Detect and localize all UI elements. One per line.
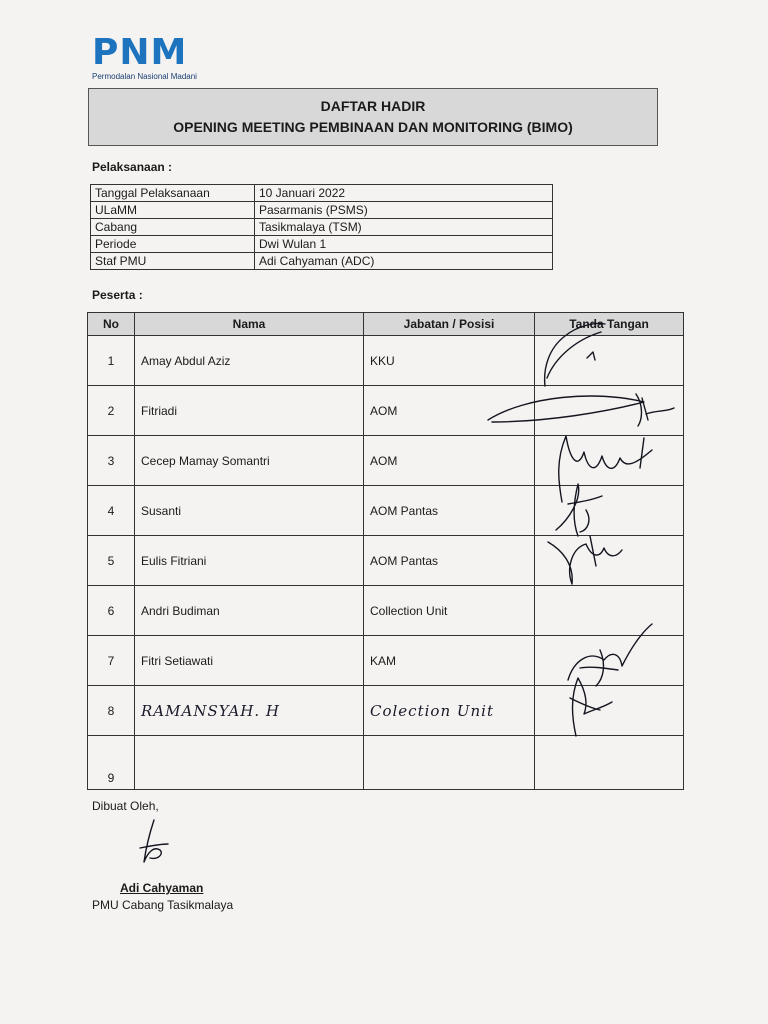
row-position: AOM [364,436,535,486]
row-no: 8 [88,686,135,736]
row-signature-cell [535,436,684,486]
info-row [91,236,553,253]
row-position [364,736,535,790]
row-position: KKU [364,336,535,386]
row-position: AOM Pantas [364,486,535,536]
row-name: Andri Budiman [135,586,364,636]
signer-name: Adi Cahyaman [120,881,204,895]
info-value: Pasarmanis (PSMS) [255,202,553,219]
info-value: Dwi Wulan 1 [255,236,553,253]
table-row [88,536,684,586]
row-signature-cell [535,336,684,386]
row-signature-cell [535,686,684,736]
row-no: 9 [88,736,135,790]
row-no: 1 [88,336,135,386]
row-no: 6 [88,586,135,636]
row-signature-cell [535,386,684,436]
signer-role: PMU Cabang Tasikmalaya [92,898,234,912]
info-key: Staf PMU [91,253,255,270]
table-row [88,336,684,386]
row-no: 3 [88,436,135,486]
table-row [88,486,684,536]
info-key: Periode [91,236,255,253]
header-position: Jabatan / Posisi [364,313,535,336]
header-signature: Tanda Tangan [535,313,684,336]
row-no: 2 [88,386,135,436]
row-name: Fitriadi [135,386,364,436]
row-no: 4 [88,486,135,536]
info-value: 10 Januari 2022 [255,185,553,202]
info-value: Tasikmalaya (TSM) [255,219,553,236]
info-row [91,202,553,219]
row-name: Eulis Fitriani [135,536,364,586]
table-row [88,736,684,790]
logo-brand: PNM [92,32,188,73]
info-key: Tanggal Pelaksanaan [91,185,255,202]
row-signature-cell [535,586,684,636]
header-name: Nama [135,313,364,336]
info-key: ULaMM [91,202,255,219]
info-row [91,219,553,236]
row-name [135,736,364,790]
participants-table [87,312,684,790]
row-signature-cell [535,736,684,790]
participants-label: Peserta : [92,288,143,302]
row-no: 7 [88,636,135,686]
row-no: 5 [88,536,135,586]
made-by-label: Dibuat Oleh, [92,799,159,813]
creator-signature [136,818,172,864]
document-subtitle: OPENING MEETING PEMBINAAN DAN MONITORING (BIMO) [173,119,573,135]
info-row [91,253,553,270]
header-no: No [88,313,135,336]
info-row [91,185,553,202]
row-name: Fitri Setiawati [135,636,364,686]
row-signature-cell [535,486,684,536]
row-name-handwritten: RAMANSYAH. H [135,686,364,736]
info-key: Cabang [91,219,255,236]
logo-tagline: Permodalan Nasional Madani [92,72,197,81]
document-title-box [88,88,658,146]
table-row [88,436,684,486]
row-position-handwritten: Colection Unit [364,686,535,736]
pnm-logo [92,32,197,81]
row-name: Cecep Mamay Somantri [135,436,364,486]
row-position: KAM [364,636,535,686]
table-row [88,586,684,636]
row-position: Collection Unit [364,586,535,636]
row-position: AOM Pantas [364,536,535,586]
row-name: Amay Abdul Aziz [135,336,364,386]
table-row [88,386,684,436]
info-value: Adi Cahyaman (ADC) [255,253,553,270]
table-row [88,636,684,686]
row-name: Susanti [135,486,364,536]
row-signature-cell [535,636,684,686]
participants-header-row [88,313,684,336]
row-signature-cell [535,536,684,586]
table-row [88,686,684,736]
document-title: DAFTAR HADIR [320,98,426,114]
row-position: AOM [364,386,535,436]
execution-label: Pelaksanaan : [92,160,173,174]
execution-table [90,184,553,270]
